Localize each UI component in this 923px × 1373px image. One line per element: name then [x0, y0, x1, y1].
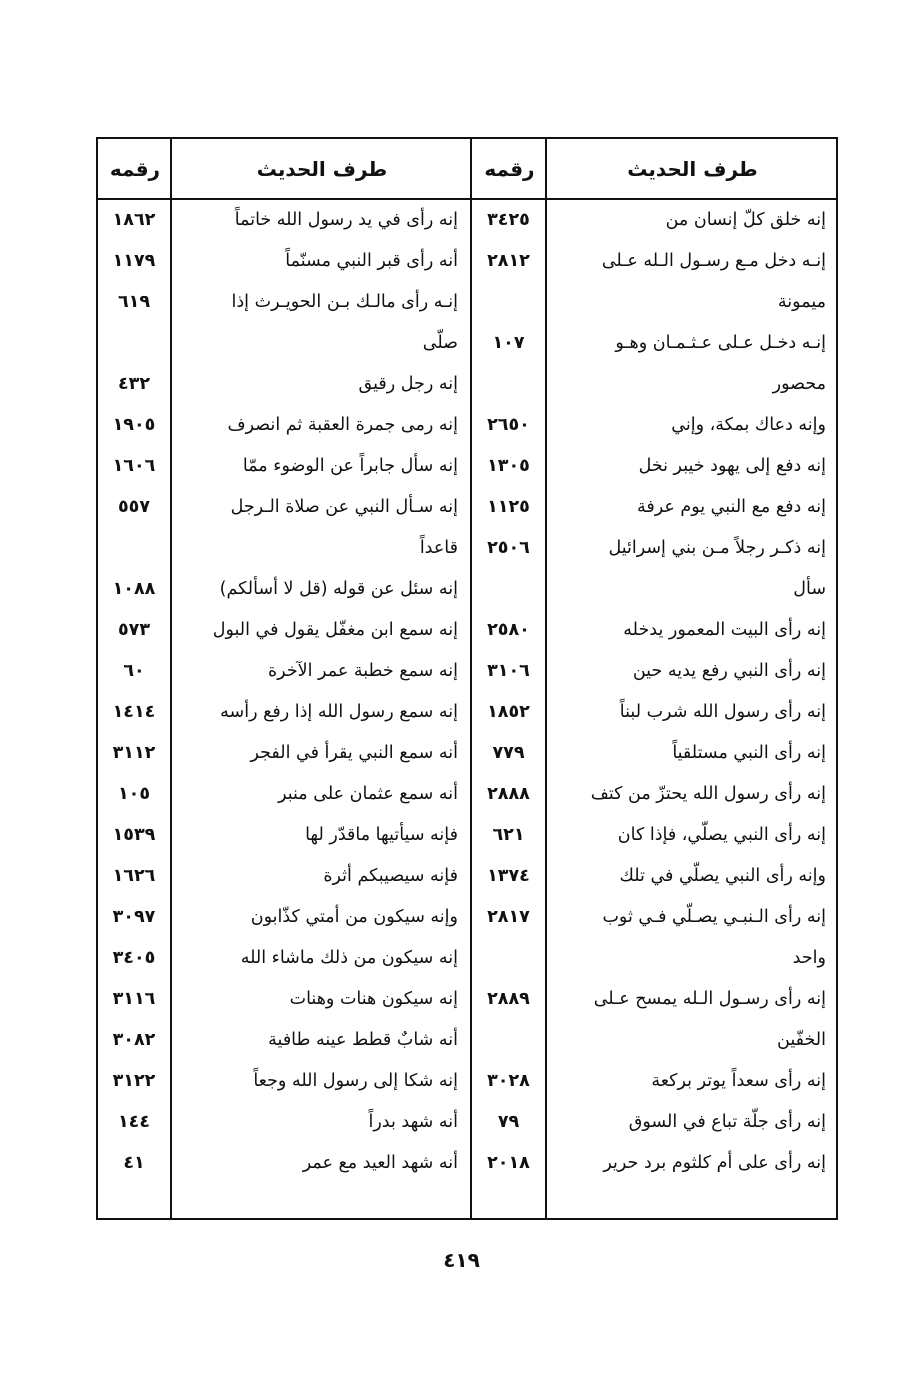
- hadith-line: وإنه دعاك بمكة، وإني: [671, 415, 826, 435]
- hadith-number: ١١٢٥: [487, 497, 530, 517]
- hadith-number: ١١٧٩: [112, 251, 156, 271]
- hadith-number: ٢٥٠٦: [487, 538, 530, 558]
- hadith-number: ٦٠: [123, 661, 145, 681]
- hadith-number: ٢٨٨٩: [487, 989, 530, 1009]
- hadith-line: أنه سمع النبي يقرأ في الفجر: [250, 743, 458, 763]
- hadith-number: [472, 569, 545, 610]
- hadith-line: فإنه سيصيبكم أثرة: [323, 866, 458, 886]
- hadith-number: ١٨٥٢: [487, 702, 530, 722]
- hadith-line: إنه دفع إلى يهود خيبر نخل: [638, 456, 826, 476]
- hadith-line: أنه شهد بدراً: [368, 1112, 458, 1132]
- hadith-line: قاعداً: [419, 538, 458, 558]
- hadith-line: إنه رأى سعداً يوتر بركعة: [651, 1071, 826, 1091]
- hadith-line: إنه سـأل النبي عن صلاة الـرجل: [230, 497, 458, 517]
- hadith-line: إنه رأى على أم كلثوم برد حرير: [603, 1153, 826, 1173]
- hadith-number: ١٣٠٥: [487, 456, 530, 476]
- hadith-column-left: [172, 200, 470, 1218]
- hadith-line: سأل: [793, 579, 826, 599]
- hadith-line: إنه سيكون من ذلك ماشاء الله: [240, 948, 458, 968]
- hadith-line: إنه سمع ابن مغفّل يقول في البول: [212, 620, 458, 640]
- hadith-line: إنه سئل عن قوله (قل لا أسألكم): [219, 579, 458, 599]
- hadith-column-right: [547, 200, 838, 1218]
- number-column-right: [472, 200, 545, 1218]
- hadith-number: ٣١٠٦: [487, 661, 530, 681]
- hadith-line: واحد: [792, 948, 826, 968]
- hadith-number: ٢٦٥٠: [487, 415, 530, 435]
- hadith-number: ١٠٧: [492, 333, 525, 353]
- hadith-line: إنه رأى رسـول الـله يمسح عـلى: [593, 989, 826, 1009]
- hadith-line: أنه سمع عثمان على منبر: [278, 784, 458, 804]
- hadith-number: ١٥٣٩: [112, 825, 156, 845]
- hadith-number: ١٣٧٤: [487, 866, 530, 886]
- hadith-number: ٢٨٨٨: [487, 784, 530, 804]
- hadith-number: [98, 323, 170, 364]
- hadith-line: إنه رأى النبي رفع يديه حين: [632, 661, 826, 681]
- hadith-line: إنه رأى النبي مستلقياً: [672, 743, 826, 763]
- header-hadith-right: طرف الحديث: [627, 156, 758, 181]
- hadith-number: ٢٨١٧: [487, 907, 530, 927]
- hadith-number: ٣٠٢٨: [487, 1071, 530, 1091]
- hadith-number: [98, 528, 170, 569]
- hadith-line: صلّى: [422, 333, 458, 353]
- hadith-number: ٧٧٩: [492, 743, 525, 763]
- hadith-line: الخفّين: [777, 1030, 826, 1050]
- hadith-number: ٣٤٠٥: [112, 948, 156, 968]
- hadith-number: ٢٠١٨: [487, 1153, 530, 1173]
- header-hadith-left: طرف الحديث: [256, 156, 388, 181]
- hadith-number: ١٠٨٨: [112, 579, 156, 599]
- hadith-line: إنـه دخل مـع رسـول الـله عـلى: [601, 251, 826, 271]
- hadith-line: إنـه رأى مالـك بـن الحويـرث إذا: [231, 292, 458, 312]
- hadith-line: إنه رجل رقيق: [358, 374, 458, 394]
- hadith-number: ٣٤٢٥: [487, 210, 530, 230]
- hadith-index-table: [96, 137, 838, 1220]
- hadith-number: ٤١: [123, 1153, 145, 1173]
- hadith-number: [472, 938, 545, 979]
- hadith-line: أنه رأى قبر النبي مسنّماً: [285, 251, 458, 271]
- hadith-number: [472, 364, 545, 405]
- hadith-number: [472, 1020, 545, 1061]
- hadith-line: إنه خلق كلّ إنسان من: [665, 210, 826, 230]
- hadith-line: فإنه سيأتيها ماقدّر لها: [305, 825, 458, 845]
- hadith-number: ٣١٢٢: [112, 1071, 156, 1091]
- hadith-line: إنـه دخـل عـلى عـثـمـان وهـو: [615, 333, 826, 353]
- hadith-line: إنه ذكـر رجلاً مـن بني إسرائيل: [608, 538, 826, 558]
- hadith-line: إنه رأى البيت المعمور يدخله: [623, 620, 826, 640]
- hadith-number: ٣٠٨٢: [112, 1030, 156, 1050]
- hadith-line: أنه شهد العيد مع عمر: [302, 1153, 458, 1173]
- hadith-number: ٢٨١٢: [487, 251, 530, 271]
- hadith-line: إنه شكا إلى رسول الله وجعاً: [253, 1071, 458, 1091]
- hadith-line: محصور: [772, 374, 826, 394]
- hadith-number: ٥٥٧: [117, 497, 151, 517]
- hadith-number: ١٦٠٦: [112, 456, 156, 476]
- hadith-number: ٧٩: [497, 1112, 520, 1132]
- hadith-number: ٣١١٢: [112, 743, 156, 763]
- hadith-number: ٣١١٦: [112, 989, 156, 1009]
- hadith-line: إنه رأى رسول الله شرب لبناً: [619, 702, 826, 722]
- hadith-line: إنه سأل جابراً عن الوضوء ممّا: [242, 456, 458, 476]
- hadith-line: وإنه سيكون من أمتي كذّابون: [250, 907, 458, 927]
- hadith-number: ١٠٥: [117, 784, 151, 804]
- hadith-line: إنه رأى رسول الله يحتزّ من كتف: [590, 784, 826, 804]
- hadith-number: ٤٣٢: [117, 374, 151, 394]
- hadith-number: ٥٧٣: [117, 620, 151, 640]
- hadith-number: ٦٢١: [492, 825, 525, 845]
- hadith-number: [472, 282, 545, 323]
- hadith-line: وإنه رأى النبي يصلّي في تلك: [619, 866, 826, 886]
- hadith-line: إنه سيكون هنات وهنات: [289, 989, 458, 1009]
- header-number-left: رقمه: [109, 156, 161, 181]
- hadith-line: إنه رأى النبي يصلّي، فإذا كان: [617, 825, 826, 845]
- hadith-line: أنه شابٌ قطط عينه طافية: [268, 1030, 458, 1050]
- page-number: ٤١٩: [443, 1248, 480, 1272]
- hadith-number: ٢٥٨٠: [487, 620, 530, 640]
- hadith-line: إنه رأى في يد رسول الله خاتماً: [234, 210, 458, 230]
- hadith-number: ٣٠٩٧: [112, 907, 156, 927]
- hadith-line: إنه دفع مع النبي يوم عرفة: [636, 497, 826, 517]
- hadith-number: ١٩٠٥: [112, 415, 156, 435]
- hadith-number: ١٤١٤: [112, 702, 156, 722]
- hadith-number: ١٦٢٦: [112, 866, 156, 886]
- hadith-line: إنه رمى جمرة العقبة ثم انصرف: [227, 415, 458, 435]
- hadith-number: ٦١٩: [117, 292, 151, 312]
- hadith-line: إنه رأى الـنبـي يصـلّي فـي ثوب: [602, 907, 826, 927]
- header-number-right: رقمه: [484, 156, 535, 181]
- hadith-number: ١٨٦٢: [112, 210, 156, 230]
- hadith-line: إنه سمع رسول الله إذا رفع رأسه: [220, 702, 458, 722]
- hadith-line: إنه سمع خطبة عمر الآخرة: [268, 661, 458, 681]
- hadith-number: ١٤٤: [117, 1112, 151, 1132]
- hadith-line: ميمونة: [777, 292, 826, 312]
- hadith-line: إنه رأى جلّة تباع في السوق: [628, 1112, 826, 1132]
- number-column-left: [98, 200, 170, 1218]
